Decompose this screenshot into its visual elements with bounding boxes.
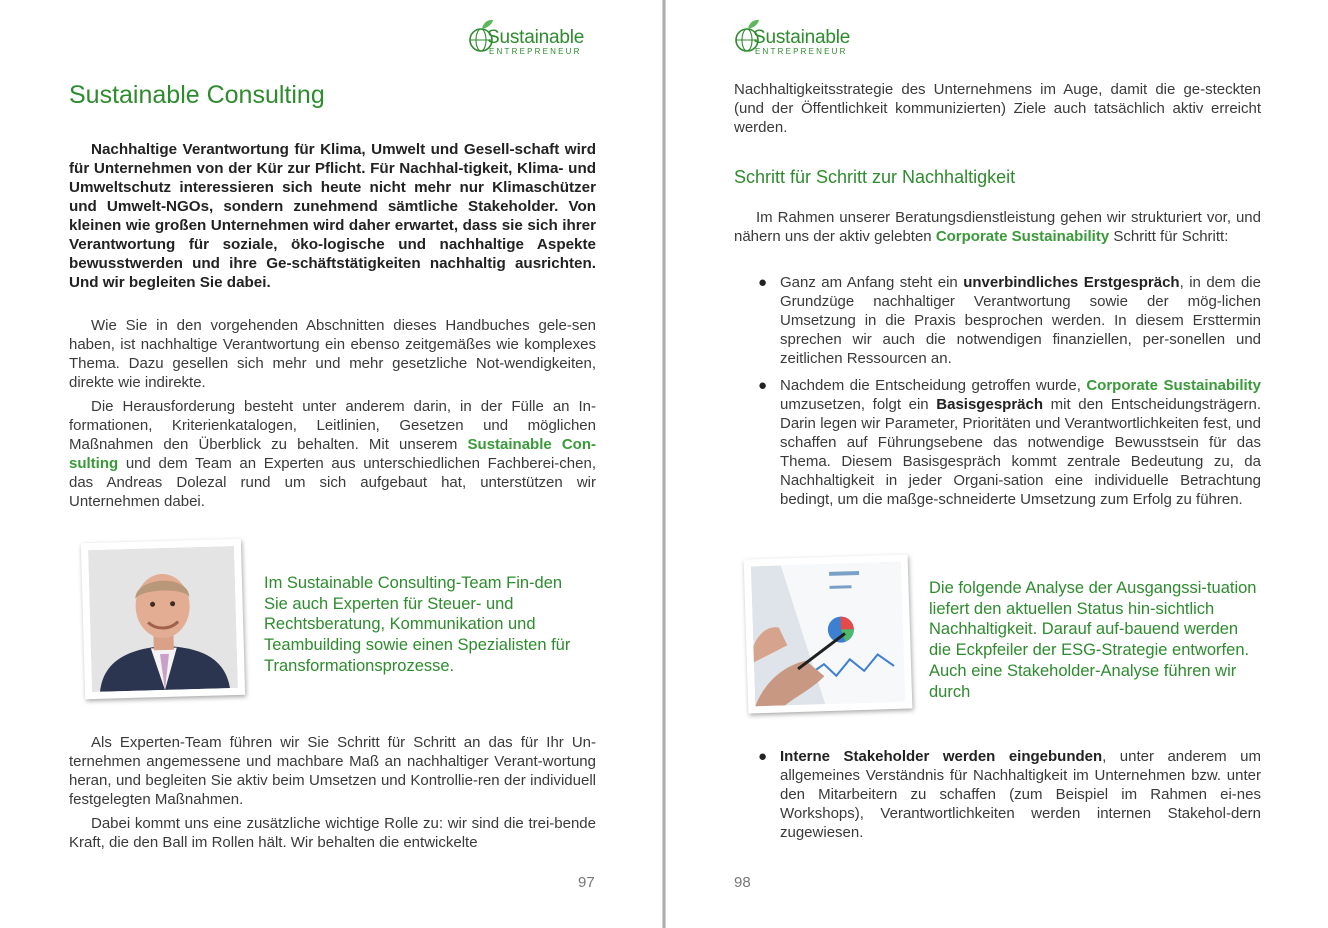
brand-logo	[733, 16, 863, 58]
paragraph: Als Experten-Team führen wir Sie Schritt für Schritt an das für Ihr Un-ternehmen angemessene und machbare Maß an nachhaltiger Verant-wortung heran, und begleiten Sie aktiv beim Umsetzen und Kontrollie-ren der individuell festgelegten Maßnahmen.	[69, 734, 596, 808]
bullet-dot: ●	[758, 377, 768, 394]
paragraph: Wie Sie in den vorgehenden Abschnitten dieses Handbuches gele-sen haben, ist nachhaltige Verantwortung ein ebenso zeitgemäßes wie komplexes Thema. Dazu gesellen sich mehr und mehr gesetzliche Not-wendigkeiten, direkte wie indirekte.	[69, 317, 596, 391]
lead-paragraph: Nachhaltige Verantwortung für Klima, Umwelt und Gesell-schaft wird für Unternehmen von der Kür zur Pflicht. Für Nachhal-tigkeit, Klima- und Umweltschutz interessieren sich heute nicht mehr nur Klimaschützer und Umwelt-NGOs, sondern zunehmend sämtliche Stakeholder. Von kleinen wie großen Unternehmen wird daher erwartet, dass sie sich ihrer Verantwortung für soziale, öko-logische und nachhaltige Aspekte bewusstwerden und ihre Ge-schäftstätigkeiten nachhaltig ausrichten. Und wir begleiten Sie dabei.	[69, 141, 596, 291]
page-number: 98	[734, 874, 751, 891]
list-item: ● Interne Stakeholder werden eingebunden, unter anderem um allgemeines Verständnis für Nachhaltigkeit im Unternehmen bzw. unter den Mitarbeitern zu schaffen (zum Beispiel im Rahmen ei-nes Workshops), Verantwortlichkeiten werden internen Stakehol-dern zugewiesen.	[758, 748, 1261, 841]
paragraph: Die Herausforderung besteht unter anderem darin, in der Fülle an In-formationen, Kriterienkatalogen, Leitlinien, Gesetzen und möglichen Maßnahmen den Überblick zu behalten. Mit unserem Sustainable Con-sulting und dem Team an Experten aus unterschiedlichen Fachberei-chen, das Andreas Dolezal rund um sich aufgebaut hat, unterstützen wir Unternehmen dabei.	[69, 398, 596, 510]
step-list	[758, 747, 1261, 850]
section-heading: Schritt für Schritt zur Nachhaltigkeit	[734, 167, 1016, 187]
list-item: ● Nachdem die Entscheidung getroffen wurde, Corporate Sustainability umzusetzen, folgt ein Basisgespräch mit den Entscheidungsträgern. Darin legen wir Parameter, Prioritäten und Verantwortlichkeiten fest, und schaffen auf Führungsebene das notwendige Bewusstsein für das Thema. Diesem Basisgespräch kommt zentrale Bedeutung zu, da Nachhaltigkeit in jeder Organi-sation eine individuelle Betrachtung bedingt, um die maßge-schneiderte Umsetzung zum Erfolg zu führen.	[758, 377, 1261, 508]
bullet-dot: ●	[758, 748, 768, 765]
highlight-term: Sustainable Con-sulting	[69, 436, 596, 472]
page-number: 97	[578, 874, 595, 891]
paragraph: Im Rahmen unserer Beratungsdienstleistung gehen wir strukturiert vor, und nähern uns der aktiv gelebten Corporate Sustainability Schritt für Schritt:	[734, 209, 1261, 245]
page-title: Sustainable Consulting	[69, 81, 325, 109]
portrait-photo	[81, 539, 245, 699]
logo-text: Sustainable	[753, 27, 851, 48]
highlight-term: Corporate Sustainability	[935, 228, 1110, 245]
tablet-photo	[744, 554, 913, 713]
step-list	[758, 273, 1261, 517]
analytics-tablet-image	[751, 562, 905, 707]
paragraph: Dabei kommt uns eine zusätzliche wichtige Rolle zu: wir sind die trei-bende Kraft, die den Ball im Rollen hält. Wir behalten die entwickelte	[69, 815, 596, 851]
logo-text: Sustainable	[487, 27, 585, 48]
callout-text: Im Sustainable Consulting-Team Fin-den Sie auch Experten für Steuer- und Rechtsberatung, Kommunikation und Teambuilding sowie einen Spezialisten für Transformationsprozesse.	[264, 574, 571, 675]
portrait-image	[88, 546, 238, 692]
logo-subtext: ENTREPRENEUR	[755, 47, 848, 56]
paragraph: Nachhaltigkeitsstrategie des Unternehmens im Auge, damit die ge-steckten (und der Öffentlichkeit kommunizierten) Ziele auch tatsächlich aktiv erreicht werden.	[734, 81, 1261, 136]
callout-text: Die folgende Analyse der Ausgangssi-tuation liefert den aktuellen Status hin-sichtlich Nachhaltigkeit. Darauf auf-bauend werden die Eckpfeiler der ESG-Strategie entworfen. Auch eine Stakeholder-Analyse führen wir durch	[929, 579, 1257, 701]
brand-logo	[467, 16, 597, 58]
right-page	[666, 0, 1328, 928]
bullet-dot: ●	[758, 274, 768, 291]
logo-subtext: ENTREPRENEUR	[489, 47, 582, 56]
list-item: ● Ganz am Anfang steht ein unverbindliches Erstgespräch, in dem die Grundzüge nachhaltiger Verantwortung sowie der mög-lichen Umsetzung in die Praxis besprochen werden. In diesem Ersttermin sprechen wir auch die notwendigen finanziellen, per-sonellen und zeitlichen Ressourcen an.	[758, 274, 1261, 367]
